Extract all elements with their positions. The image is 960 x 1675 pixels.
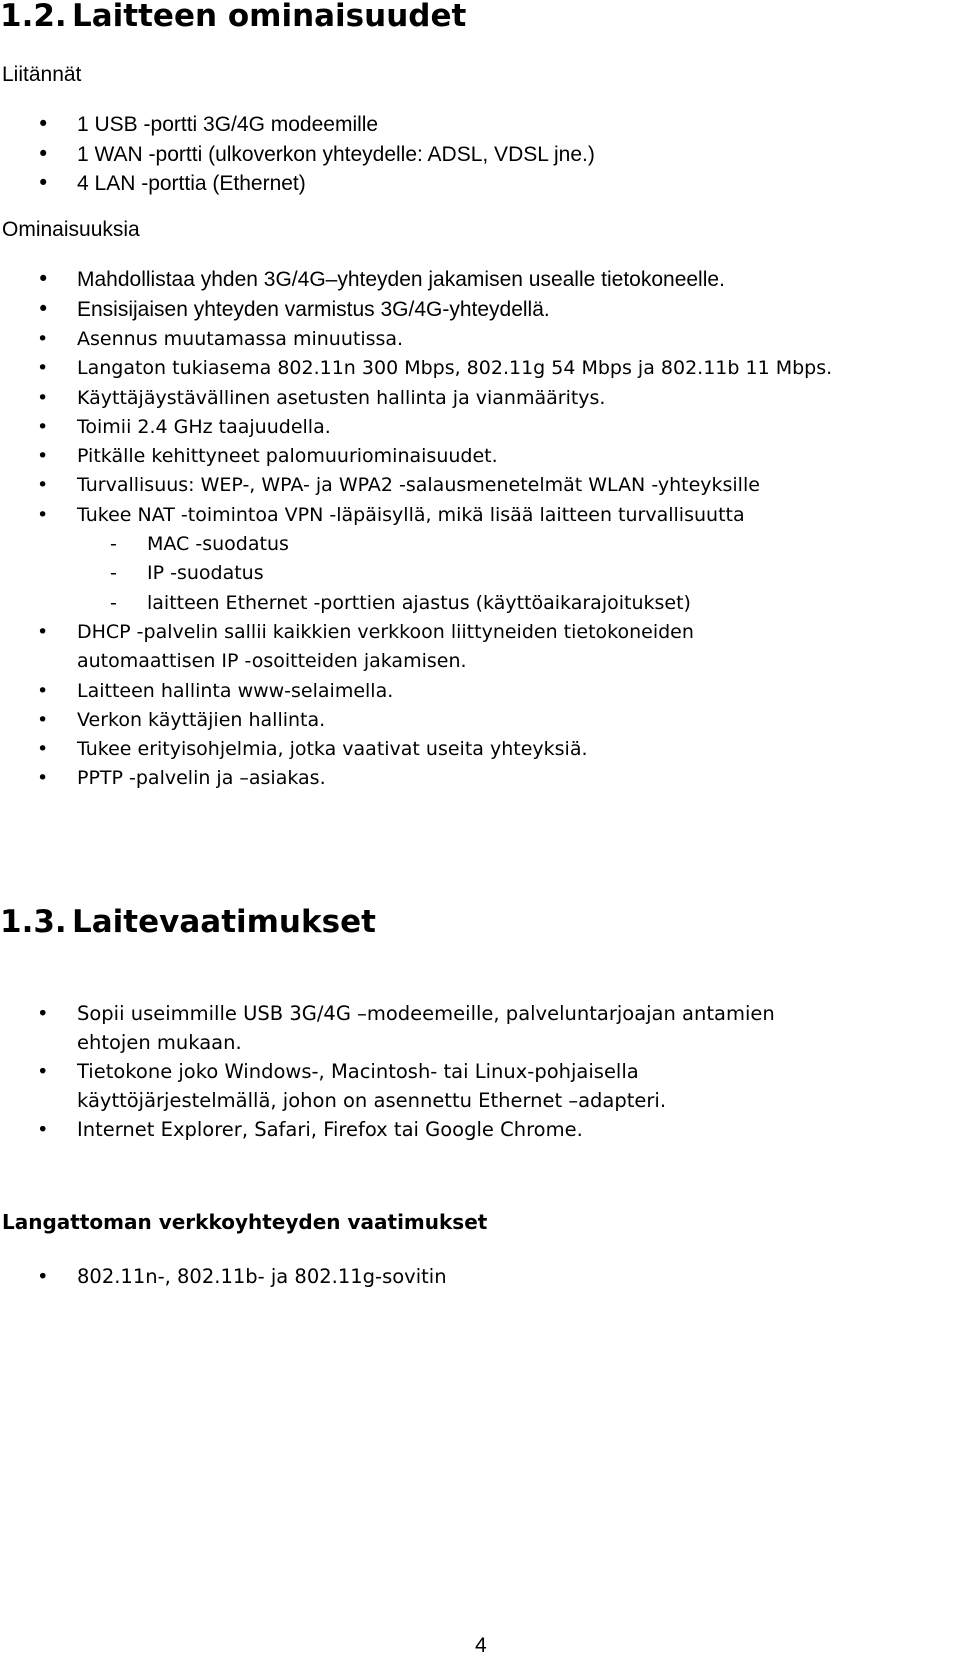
bullet-icon: •	[37, 1265, 49, 1288]
list-item: • Internet Explorer, Safari, Firefox tai Google Chrome.	[0, 1115, 775, 1144]
wireless-requirements-heading: Langattoman verkkoyhteyden vaatimukset	[2, 1210, 488, 1234]
list-item: • Mahdollistaa yhden 3G/4G–yhteyden jakamisen usealle tietokoneelle.	[0, 265, 725, 295]
list-item: • Tukee NAT -toimintoa VPN -läpäisyllä, mikä lisää laitteen turvallisuutta	[0, 501, 832, 530]
bullet-icon: •	[37, 415, 49, 438]
bullet-icon: •	[37, 445, 49, 468]
list-item: • Ensisijaisen yhteyden varmistus 3G/4G-yhteydellä.	[0, 295, 725, 325]
bullet-icon: •	[37, 474, 49, 497]
sub-list-item: - laitteen Ethernet -porttien ajastus (käyttöaikarajoitukset)	[0, 589, 832, 618]
section-title: Laitevaatimukset	[72, 904, 376, 940]
list-item: • Sopii useimmille USB 3G/4G –modeemeille, palveluntarjoajan antamien	[0, 999, 775, 1028]
bullet-icon: •	[37, 1060, 49, 1083]
list-item: • 1 WAN -portti (ulkoverkon yhteydelle: ADSL, VDSL jne.)	[0, 140, 595, 170]
features-heading: Ominaisuuksia	[2, 218, 140, 241]
bullet-icon: •	[37, 386, 49, 409]
section-title: Laitteen ominaisuudet	[72, 0, 467, 34]
bullet-icon: •	[37, 679, 49, 702]
bullet-icon: •	[37, 357, 49, 380]
bullet-icon: •	[37, 267, 50, 291]
bullet-icon: •	[37, 141, 50, 166]
section-number: 1.3.	[0, 904, 67, 940]
bullet-icon: •	[37, 328, 49, 350]
bullet-icon: •	[37, 738, 49, 761]
list-item: • Käyttäjäystävällinen asetusten hallinta ja vianmääritys.	[0, 384, 832, 413]
bullet-icon: •	[37, 112, 50, 136]
bullet-icon: •	[37, 296, 50, 321]
bullet-icon: •	[37, 767, 49, 790]
requirements-list	[0, 999, 775, 1144]
features-list-b	[0, 325, 832, 794]
ports-heading: Liitännät	[2, 63, 82, 86]
list-item-continuation: käyttöjärjestelmällä, johon on asennettu Ethernet –adapteri.	[77, 1089, 667, 1112]
list-item-continuation: ehtojen mukaan.	[77, 1031, 242, 1054]
dash-icon: -	[110, 591, 117, 614]
dash-icon: -	[110, 562, 117, 585]
page-number: 4	[475, 1634, 487, 1657]
bullet-icon: •	[37, 1002, 49, 1025]
list-item: • 1 USB -portti 3G/4G modeemille	[0, 110, 595, 140]
section-heading-1-2	[0, 0, 466, 34]
list-item: • Toimii 2.4 GHz taajuudella.	[0, 413, 832, 442]
list-item: • 802.11n-, 802.11b- ja 802.11g-sovitin	[0, 1262, 447, 1291]
bullet-icon: •	[37, 171, 50, 195]
bullet-icon: •	[37, 620, 49, 643]
dash-icon: -	[110, 533, 117, 556]
ports-list	[0, 110, 595, 199]
bullet-icon: •	[37, 503, 49, 526]
features-list-a	[0, 265, 725, 324]
list-item: • Pitkälle kehittyneet palomuuriominaisuudet.	[0, 442, 832, 471]
list-item: • Verkon käyttäjien hallinta.	[0, 706, 832, 735]
list-item: • PPTP -palvelin ja –asiakas.	[0, 764, 832, 793]
list-item: • Laitteen hallinta www-selaimella.	[0, 677, 832, 706]
bullet-icon: •	[37, 1118, 49, 1141]
sub-list-item: - IP -suodatus	[0, 559, 832, 588]
list-item: • 4 LAN -porttia (Ethernet)	[0, 169, 595, 199]
list-item: • Turvallisuus: WEP-, WPA- ja WPA2 -salausmenetelmät WLAN -yhteyksille	[0, 471, 832, 500]
section-number: 1.2.	[0, 0, 67, 34]
list-item: • DHCP -palvelin sallii kaikkien verkkoon liittyneiden tietokoneiden	[0, 618, 832, 647]
bullet-icon: •	[37, 708, 49, 731]
sub-list-item: - MAC -suodatus	[0, 530, 832, 559]
list-item: • Langaton tukiasema 802.11n 300 Mbps, 802.11g 54 Mbps ja 802.11b 11 Mbps.	[0, 354, 832, 383]
list-item: • Tietokone joko Windows-, Macintosh- tai Linux-pohjaisella	[0, 1057, 775, 1086]
section-heading-1-3	[0, 904, 376, 940]
wireless-requirements-list	[0, 1262, 447, 1291]
list-item-continuation: automaattisen IP -osoitteiden jakamisen.	[77, 650, 467, 673]
list-item: • Tukee erityisohjelmia, jotka vaativat useita yhteyksiä.	[0, 735, 832, 764]
list-item: • Asennus muutamassa minuutissa.	[0, 325, 832, 354]
